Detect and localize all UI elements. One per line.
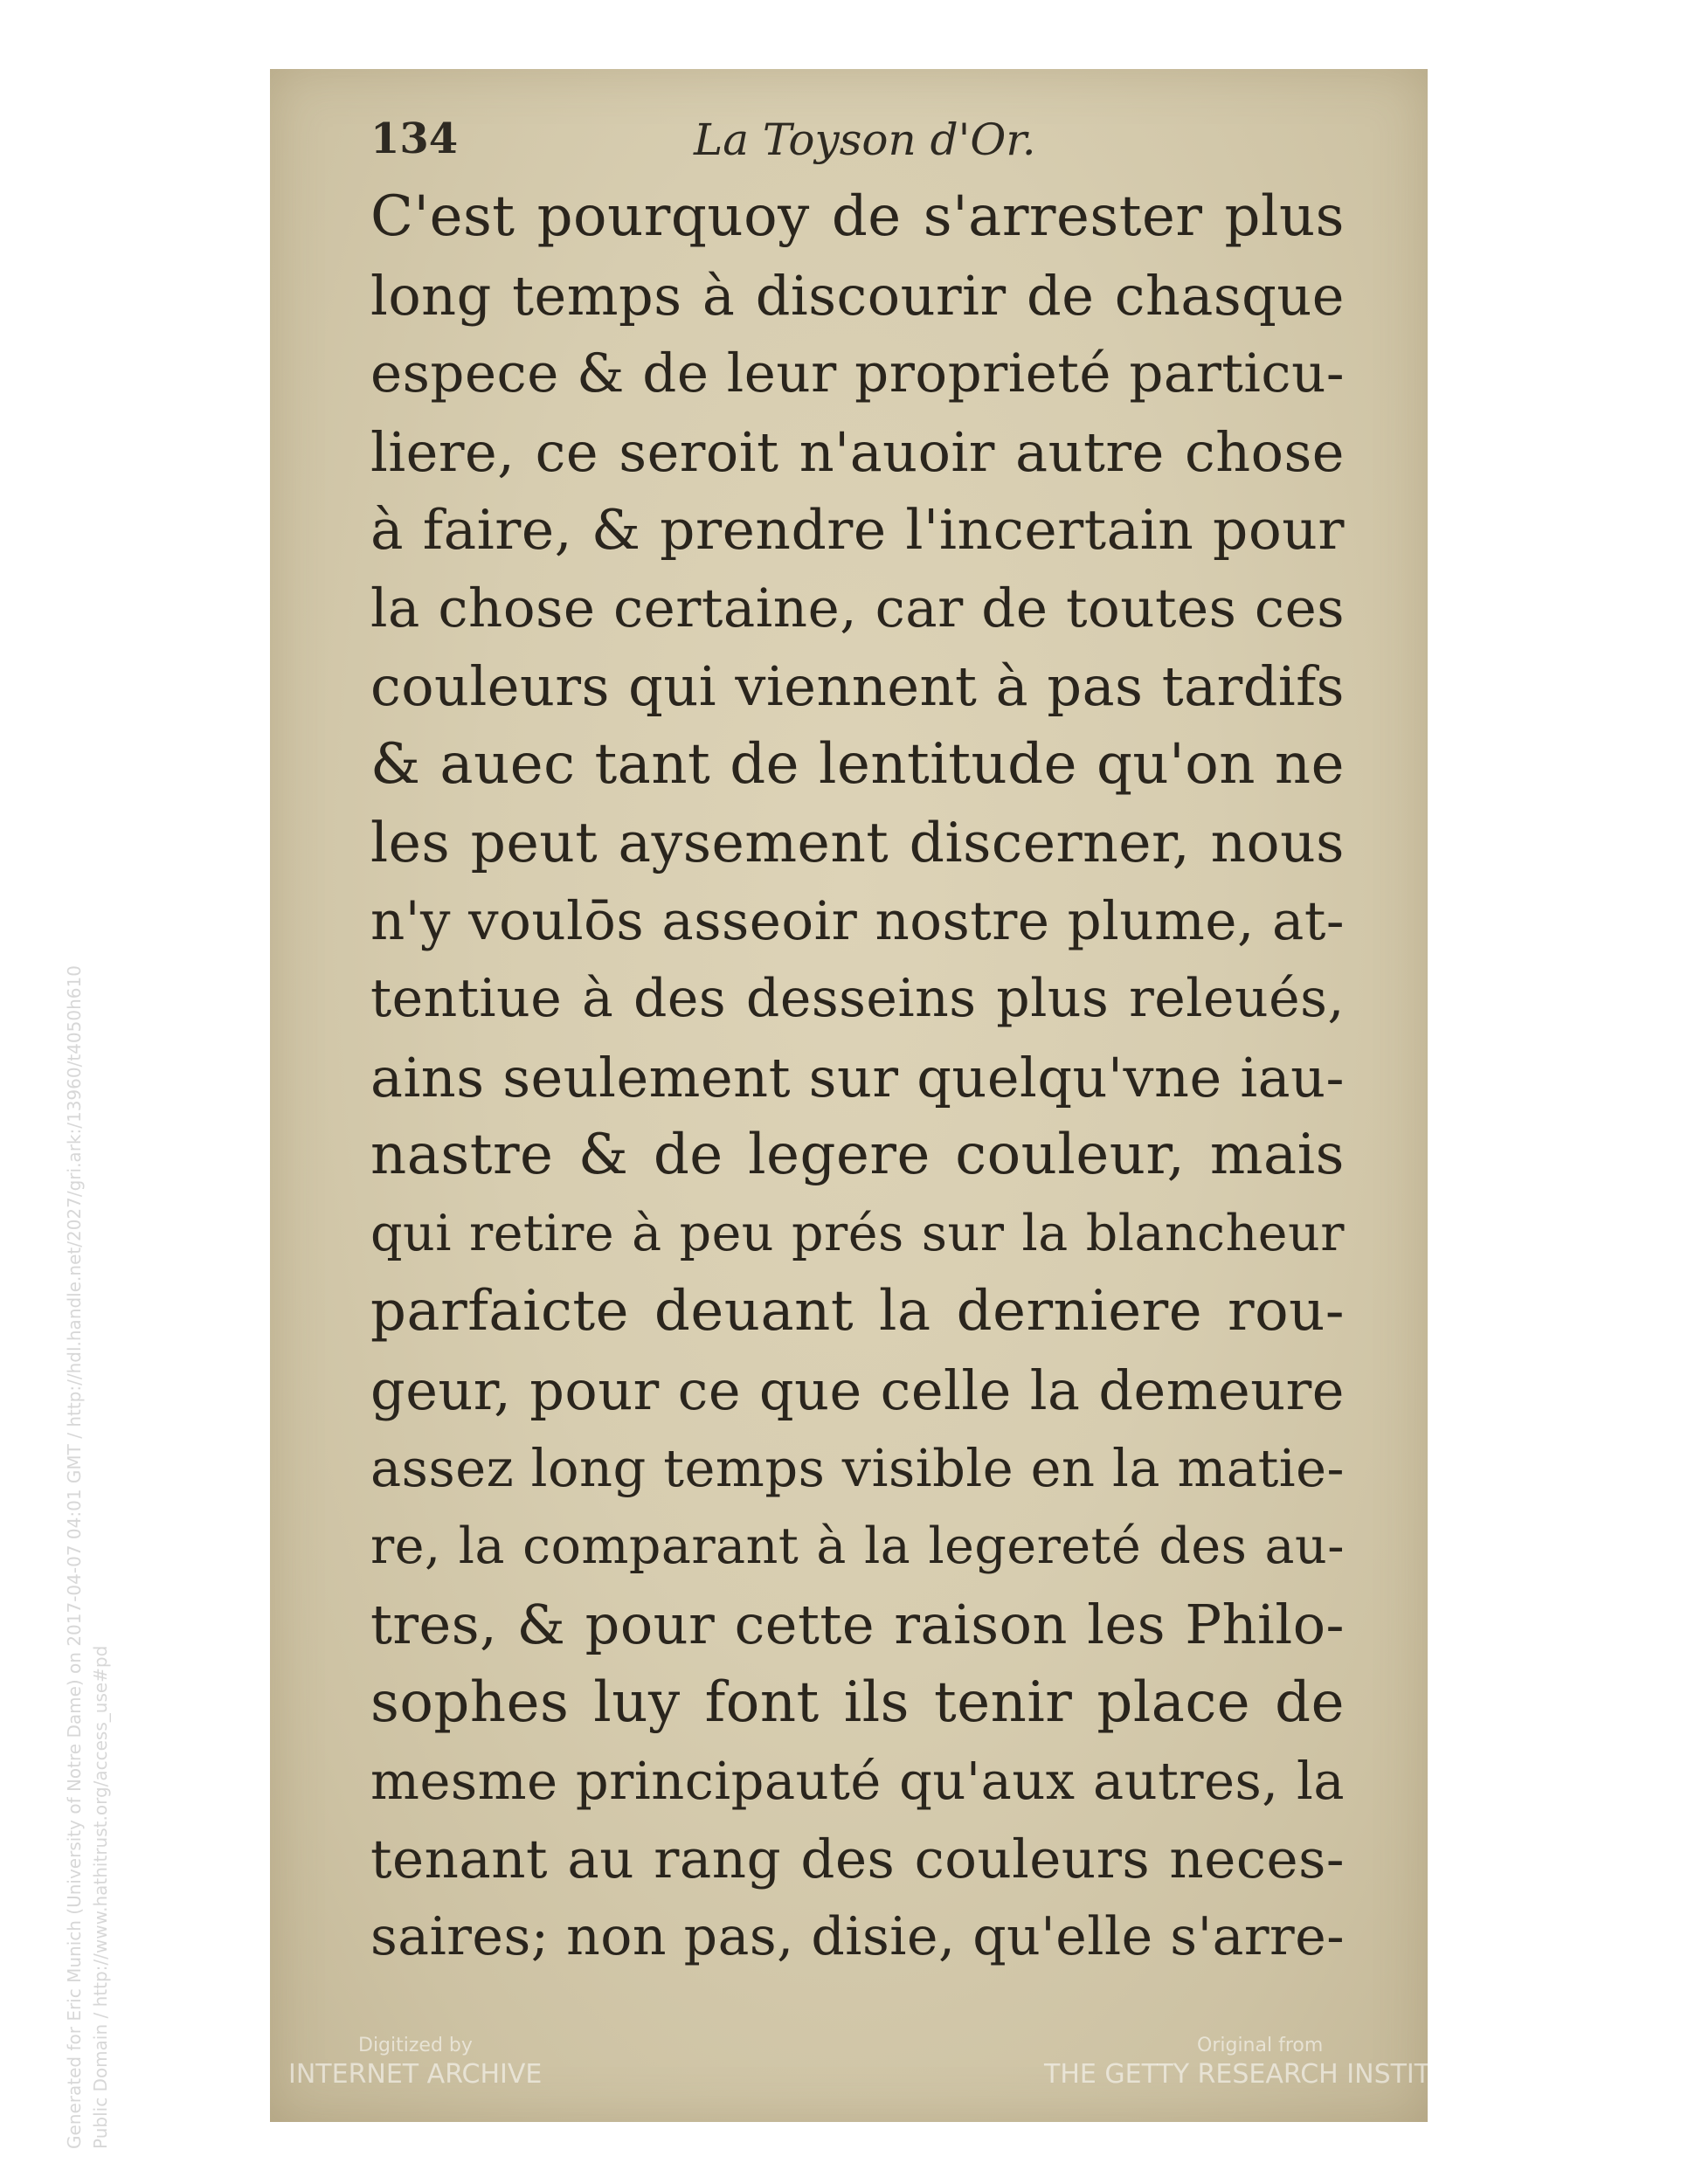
attribution-line: Generated for Eric Munich (University of Notre Dame) on 2017-04-07 04:01 GMT / http://hdl.handle.net/2027/gri.ark:/13960/t4050h610 bbox=[64, 965, 85, 2149]
attribution-line: Public Domain / http://www.hathitrust.org/access_use#pd bbox=[90, 1645, 111, 2149]
text-line: C'est pourquoy de s'arrester plus bbox=[370, 184, 1345, 249]
text-line: à faire, & prendre l'incertain pour bbox=[370, 498, 1345, 562]
text-line: espece & de leur proprieté particu- bbox=[370, 342, 1345, 404]
text-line: nastre & de legere couleur, mais bbox=[370, 1123, 1345, 1187]
body-text bbox=[370, 178, 1345, 1977]
text-line: tres, & pour cette raison les Philo- bbox=[370, 1593, 1345, 1656]
text-line: la chose certaine, car de toutes ces bbox=[370, 577, 1345, 639]
text-line: long temps à discourir de chasque bbox=[370, 263, 1345, 328]
text-line: ains seulement sur quelqu'vne iau- bbox=[370, 1045, 1345, 1109]
running-head bbox=[370, 114, 1087, 167]
getty-institute-label: THE GETTY RESEARCH INSTITUTE bbox=[1044, 2059, 1483, 2090]
text-line: tentiue à des desseins plus releués, bbox=[370, 968, 1345, 1029]
internet-archive-label: INTERNET ARCHIVE bbox=[288, 2059, 543, 2090]
text-line: sophes luy font ils tenir place de bbox=[370, 1669, 1345, 1735]
text-line: & auec tant de lentitude qu'on ne bbox=[370, 731, 1345, 797]
page-number: 134 bbox=[370, 114, 459, 163]
original-from-label: Original from bbox=[1197, 2035, 1324, 2056]
text-line: qui retire à peu prés sur la blancheur bbox=[370, 1204, 1345, 1262]
text-line: parfaicte deuant la derniere rou- bbox=[370, 1279, 1345, 1344]
text-line: les peut aysement discerner, nous bbox=[370, 811, 1345, 874]
text-line: tenant au rang des couleurs neces- bbox=[370, 1828, 1345, 1890]
text-line: mesme principauté qu'aux autres, la bbox=[370, 1751, 1345, 1811]
text-line: re, la comparant à la legereté des au- bbox=[370, 1517, 1345, 1575]
side-attribution bbox=[61, 965, 114, 2149]
text-line: couleurs qui viennent à pas tardifs bbox=[370, 654, 1345, 718]
text-line: liere, ce seroit n'auoir autre chose bbox=[370, 419, 1345, 484]
text-line: saires; non pas, disie, qu'elle s'arre- bbox=[370, 1906, 1345, 1967]
text-line: assez long temps visible en la matie- bbox=[370, 1438, 1345, 1498]
digitized-by-label: Digitized by bbox=[358, 2035, 473, 2056]
book-page bbox=[270, 69, 1428, 2122]
text-line: geur, pour ce que celle la demeure bbox=[370, 1358, 1345, 1422]
running-title: La Toyson d'Or. bbox=[694, 114, 1036, 165]
text-line: n'y voulōs asseoir nostre plume, at- bbox=[370, 889, 1345, 952]
